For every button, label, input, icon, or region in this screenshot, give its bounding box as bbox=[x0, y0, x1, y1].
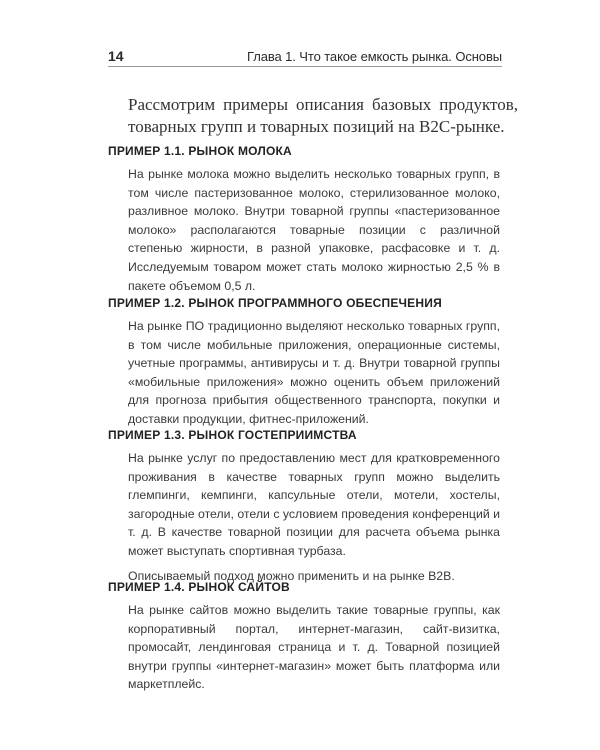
running-title: Глава 1. Что такое емкость рынка. Основы bbox=[247, 49, 502, 64]
example-body: На рынке сайтов можно выделить такие товарные группы, как корпоративный портал, интернет-магазин, сайт-визитка, промосайт, лендинговая страница и т. д. Товарной позицией внутри группы «интернет-магазин» может быть платформа или маркетплейс. bbox=[128, 603, 500, 692]
example-title: ПРИМЕР 1.3. РЫНОК ГОСТЕПРИИМСТВА bbox=[108, 428, 357, 442]
example-block-websites bbox=[108, 580, 500, 694]
example-block-hospitality bbox=[108, 428, 500, 585]
example-body: На рынке ПО традиционно выделяют несколько товарных групп, в том числе мобильные приложения, операционные системы, учетные программы, антивирусы и т. д. Внутри товарной группы «мобильные приложения» можно оценить объем приложений для прогноза прибытия общественного транспорта, покупки и доставки продукции, фитнес-приложений. bbox=[128, 319, 500, 426]
example-title: ПРИМЕР 1.1. РЫНОК МОЛОКА bbox=[108, 144, 292, 158]
example-body: На рынке услуг по предоставлению мест для кратковременного проживания в качестве товарных групп можно выделить глемпинги, кемпинги, капсульные отели, мотели, хостелы, загородные отели, отели с условием проведения конференций и т. д. В качестве товарной позиции для расчета объема рынка может выступать спортивная турбаза. bbox=[128, 451, 500, 558]
example-block-milk bbox=[108, 144, 500, 295]
example-title: ПРИМЕР 1.2. РЫНОК ПРОГРАММНОГО ОБЕСПЕЧЕНИЯ bbox=[108, 296, 442, 310]
page-number: 14 bbox=[108, 48, 124, 64]
example-body: На рынке молока можно выделить несколько товарных групп, в том числе пастеризованное молоко, стерилизованное молоко, разливное молоко. Внутри товарной группы «пастеризованное молоко» располагаются товарные позиции с различной степенью жирности, в разной упаковке, расфасовке и т. д. Исследуемым товаром может стать молоко жирностью 2,5 % в пакете объемом 0,5 л. bbox=[128, 167, 500, 293]
intro-paragraph: Рассмотрим примеры описания базовых продуктов, товарных групп и товарных позиций на B2C-рынке. bbox=[128, 95, 518, 136]
example-block-software bbox=[108, 296, 500, 429]
example-title: ПРИМЕР 1.4. РЫНОК САЙТОВ bbox=[108, 580, 290, 594]
page-header bbox=[108, 48, 502, 67]
example-body: Описываемый подход можно применить и на рынке B2B. bbox=[128, 568, 455, 583]
